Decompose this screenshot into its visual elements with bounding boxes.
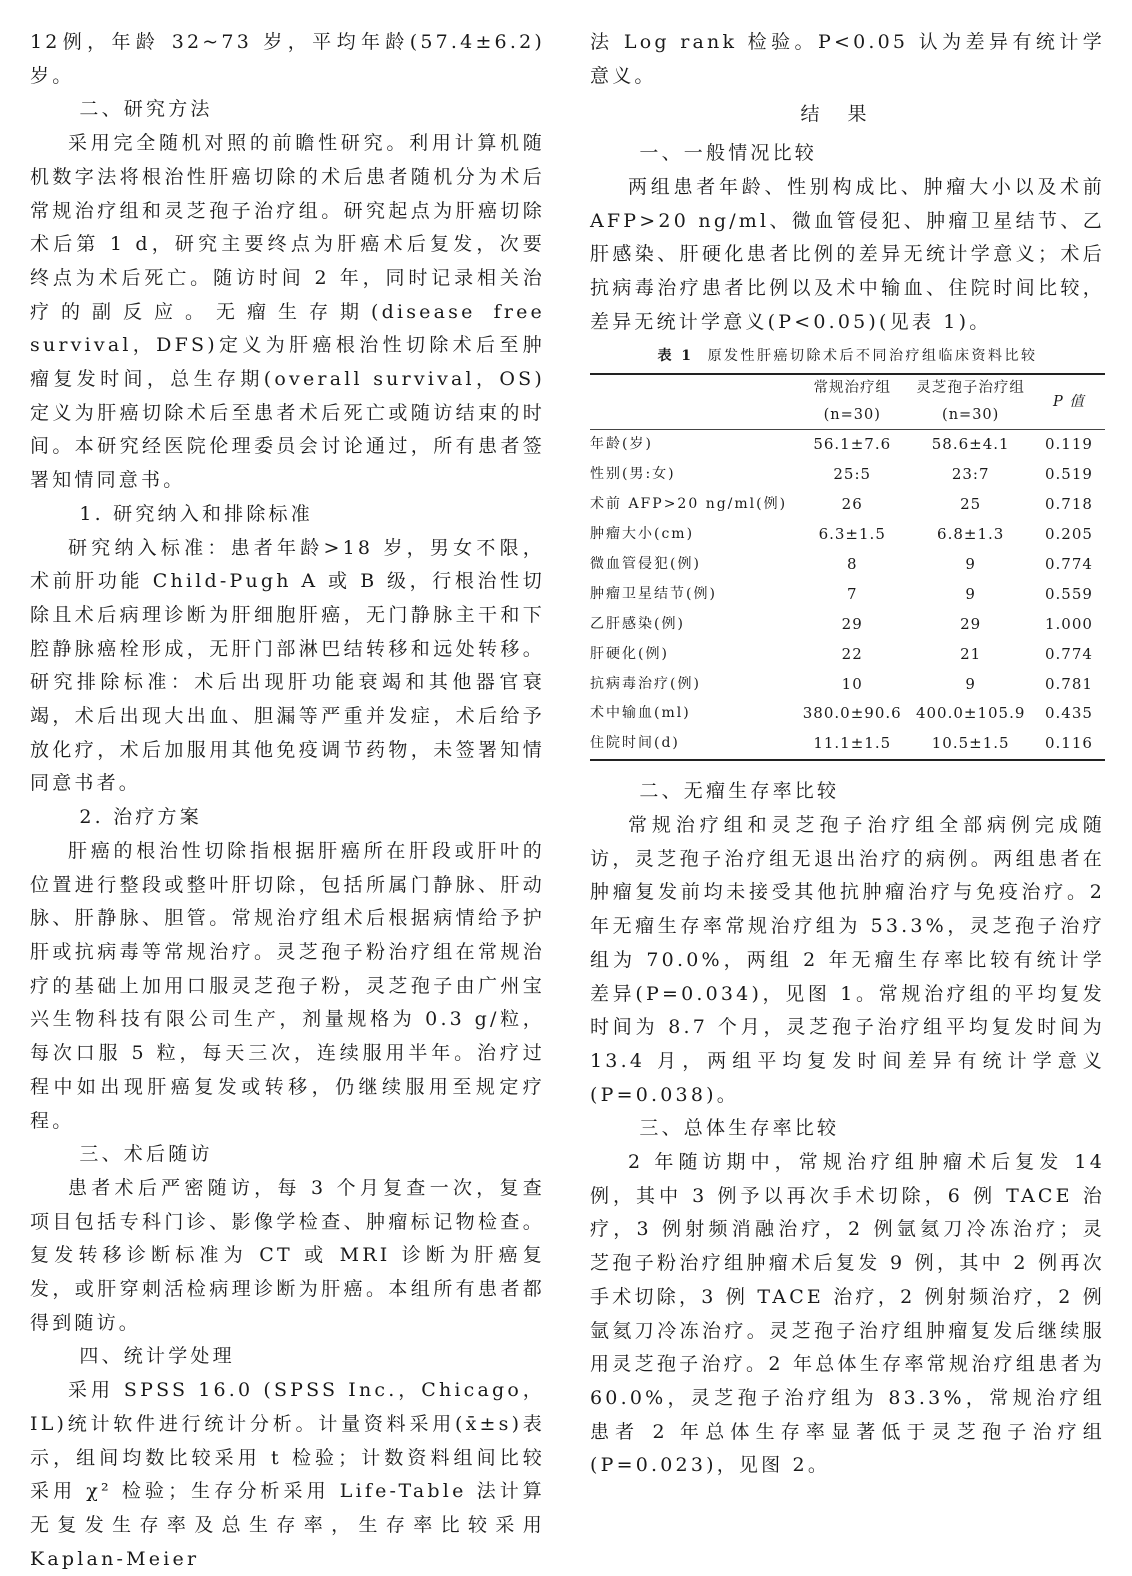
table-label: 表 1 bbox=[657, 348, 694, 365]
right-column bbox=[590, 26, 1105, 1483]
ganoderma-value: 58.6±4.1 bbox=[931, 435, 1010, 454]
conventional-value: 6.3±1.5 bbox=[818, 525, 886, 544]
clinical-data-table bbox=[590, 373, 1105, 761]
p-value: 0.559 bbox=[1044, 584, 1093, 603]
p-value: 1.000 bbox=[1044, 614, 1093, 633]
ganoderma-value: 9 bbox=[965, 674, 976, 693]
row-label: 住院时间(d) bbox=[590, 729, 796, 760]
table-row bbox=[590, 430, 1105, 460]
conventional-value: 7 bbox=[846, 584, 858, 603]
conventional-value: 10 bbox=[841, 674, 863, 693]
conventional-value: 380.0±90.6 bbox=[802, 704, 902, 723]
left-column bbox=[30, 26, 545, 1576]
section-heading: 2. 治疗方案 bbox=[79, 806, 202, 829]
table-row bbox=[590, 610, 1105, 640]
paragraph: 患者术后严密随访，每 3 个月复查一次，复查项目包括专科门诊、影像学检查、肿瘤标记物检查。复发转移诊断标准为 CT 或 MRI 诊断为肝癌复发，或肝穿刺活检病理诊断为肝癌。本组所有患者都得到随访。 bbox=[30, 1176, 545, 1334]
table-row bbox=[590, 580, 1105, 610]
row-label: 抗病毒治疗(例) bbox=[590, 675, 701, 692]
conventional-value: 29 bbox=[841, 614, 863, 633]
section-heading: 四、统计学处理 bbox=[79, 1345, 235, 1368]
table-row bbox=[590, 670, 1105, 700]
ganoderma-value: 9 bbox=[965, 554, 976, 573]
conventional-value: 8 bbox=[846, 554, 858, 573]
header-conventional: 常规治疗组 bbox=[796, 374, 908, 402]
p-value: 0.435 bbox=[1044, 704, 1093, 723]
conventional-value: 26 bbox=[841, 495, 863, 514]
table-row bbox=[590, 520, 1105, 550]
header-empty bbox=[590, 374, 796, 402]
ganoderma-value: 25 bbox=[960, 495, 982, 514]
p-value: 0.774 bbox=[1044, 554, 1093, 573]
section-heading: 三、总体生存率比较 bbox=[639, 1117, 840, 1140]
row-label: 性别(男:女) bbox=[590, 466, 676, 483]
paragraph: 2 年随访期中，常规治疗组肿瘤术后复发 14 例，其中 3 例予以再次手术切除，6 例 TACE 治疗，3 例射频消融治疗，2 例氩氦刀冷冻治疗；灵芝孢子粉治疗组肿瘤术后复发 9 例，其中 2 例再次手术切除，3 例 TACE 治疗，2 例射频治疗，2 例氩氦刀冷冻治疗。灵芝孢子治疗组肿瘤复发后继续服用灵芝孢子治疗。2 年总体生存率常规治疗组患者为 60.0%，灵芝孢子治疗组为 83.3%，常规治疗组患者 2 年总体生存率显著低于灵芝孢子治疗组(P=0.023)，见图 2。 bbox=[590, 1151, 1105, 1477]
text-line: 法 Log rank 检验。P<0.05 认为差异有统计学意义。 bbox=[590, 31, 1105, 87]
header-ganoderma-n: (n=30) bbox=[942, 407, 1000, 424]
p-value: 0.205 bbox=[1044, 525, 1093, 544]
row-label: 肿瘤卫星结节(例) bbox=[590, 585, 717, 602]
results-body bbox=[590, 775, 1105, 1483]
paragraph: 常规治疗组和灵芝孢子治疗组全部病例完成随访，灵芝孢子治疗组无退出治疗的病例。两组患者在肿瘤复发前均未接受其他抗肿瘤治疗与免疫治疗。2 年无瘤生存率常规治疗组为 53.3%，灵芝孢子治疗组为 70.0%，两组 2 年无瘤生存率比较有统计学差异(P=0.034)，见图 1。常规治疗组的平均复发时间为 8.7 个月，灵芝孢子治疗组平均复发时间为 13.4 月，两组平均复发时间差异有统计学意义(P=0.038)。 bbox=[590, 814, 1105, 1106]
table-row bbox=[590, 699, 1105, 729]
section-title: 结果 bbox=[800, 103, 895, 126]
ganoderma-value: 400.0±105.9 bbox=[915, 704, 1026, 723]
paragraph: 肝癌的根治性切除指根据肝癌所在肝段或肝叶的位置进行整段或整叶肝切除，包括所属门静脉、肝动脉、肝静脉、胆管。常规治疗组术后根据病情给予护肝或抗病毒等常规治疗。灵芝孢子粉治疗组在常规治疗的基础上加用口服灵芝孢子粉，灵芝孢子由广州宝兴生物科技有限公司生产，剂量规格为 0.3 g/粒，每次口服 5 粒，每天三次，连续服用半年。治疗过程中如出现肝癌复发或转移，仍继续服用至规定疗程。 bbox=[30, 839, 545, 1132]
paragraph: 采用完全随机对照的前瞻性研究。利用计算机随机数字法将根治性肝癌切除的术后患者随机分为术后常规治疗组和灵芝孢子治疗组。研究起点为肝癌切除术后第 1 d，研究主要终点为肝癌术后复发，次要终点为术后死亡。随访时间 2 年，同时记录相关治疗的副反应。无瘤生存期(disease free survival，DFS)定义为肝癌根治性切除术后至肿瘤复发时间，总生存期(overall survival，OS)定义为肝癌切除术后至患者术后死亡或随访结束的时间。本研究经医院伦理委员会讨论通过，所有患者签署知情同意书。 bbox=[30, 132, 545, 492]
conventional-value: 22 bbox=[841, 644, 863, 663]
ganoderma-value: 6.8±1.3 bbox=[937, 525, 1005, 544]
section-heading: 一、一般情况比较 bbox=[639, 142, 817, 165]
paragraph: 两组患者年龄、性别构成比、肿瘤大小以及术前 AFP>20 ng/ml、微血管侵犯、肿瘤卫星结节、乙肝感染、肝硬化患者比例的差异无统计学意义；术后抗病毒治疗患者比例以及术中输血、住院时间比较，差异无统计学意义(P<0.05)(见表 1)。 bbox=[590, 175, 1105, 333]
table-row bbox=[590, 640, 1105, 670]
row-label: 微血管侵犯(例) bbox=[590, 555, 701, 572]
table-row bbox=[590, 729, 1105, 760]
header-empty-2 bbox=[590, 402, 796, 430]
text-line: 12例，年龄 32~73 岁，平均年龄(57.4±6.2)岁。 bbox=[30, 31, 545, 87]
table-row bbox=[590, 490, 1105, 520]
table-title: 原发性肝癌切除术后不同治疗组临床资料比较 bbox=[707, 348, 1038, 365]
ganoderma-value: 23:7 bbox=[951, 465, 990, 484]
paragraph: 采用 SPSS 16.0 (SPSS Inc.，Chicago，IL)统计软件进行统计分析。计量资料采用(x̄±s)表示，组间均数比较采用 t 检验；计数资料组间比较采用 χ² 检验；生存分析采用 Life-Table 法计算无复发生存率及总生存率，生存率比较采用 Kaplan-Meier bbox=[30, 1379, 545, 1570]
section-heading: 三、术后随访 bbox=[79, 1143, 213, 1166]
section-heading: 二、研究方法 bbox=[79, 98, 213, 121]
p-value: 0.519 bbox=[1044, 465, 1093, 484]
table-caption bbox=[590, 345, 1105, 367]
header-conventional-n: (n=30) bbox=[823, 407, 881, 424]
p-value: 0.116 bbox=[1033, 729, 1105, 760]
p-value: 0.119 bbox=[1044, 435, 1093, 454]
row-label: 乙肝感染(例) bbox=[590, 615, 685, 632]
row-label: 肝硬化(例) bbox=[590, 645, 669, 662]
section-heading: 二、无瘤生存率比较 bbox=[639, 780, 840, 803]
ganoderma-value: 9 bbox=[965, 584, 976, 603]
p-value: 0.774 bbox=[1044, 644, 1093, 663]
row-label: 肿瘤大小(cm) bbox=[590, 526, 695, 543]
p-value: 0.781 bbox=[1044, 674, 1093, 693]
conventional-value: 25:5 bbox=[833, 465, 872, 484]
row-label: 术前 AFP>20 ng/ml(例) bbox=[590, 496, 788, 513]
ganoderma-value: 21 bbox=[960, 644, 982, 663]
section-heading: 1. 研究纳入和排除标准 bbox=[79, 502, 313, 525]
conventional-value: 11.1±1.5 bbox=[796, 729, 908, 760]
table-1 bbox=[590, 345, 1105, 761]
header-p-value: P 值 bbox=[1033, 374, 1105, 430]
conventional-value: 56.1±7.6 bbox=[813, 435, 892, 454]
results-intro bbox=[590, 26, 1105, 339]
ganoderma-value: 29 bbox=[960, 614, 982, 633]
row-label: 术中输血(ml) bbox=[590, 705, 691, 722]
row-label: 年龄(岁) bbox=[590, 436, 653, 453]
table-row bbox=[590, 460, 1105, 490]
table-row bbox=[590, 550, 1105, 580]
paragraph: 研究纳入标准：患者年龄>18 岁，男女不限，术前肝功能 Child-Pugh A 或 B 级，行根治性切除且术后病理诊断为肝细胞肝癌，无门静脉主干和下腔静脉癌栓形成，无肝门部淋巴结转移和远处转移。研究排除标准：术后出现肝功能衰竭和其他器官衰竭，术后出现大出血、胆漏等严重并发症，术后给予放化疗，术后加服用其他免疫调节药物，未签署知情同意书者。 bbox=[30, 536, 545, 795]
header-ganoderma: 灵芝孢子治疗组 bbox=[908, 374, 1032, 402]
ganoderma-value: 10.5±1.5 bbox=[908, 729, 1032, 760]
p-value: 0.718 bbox=[1044, 495, 1093, 514]
